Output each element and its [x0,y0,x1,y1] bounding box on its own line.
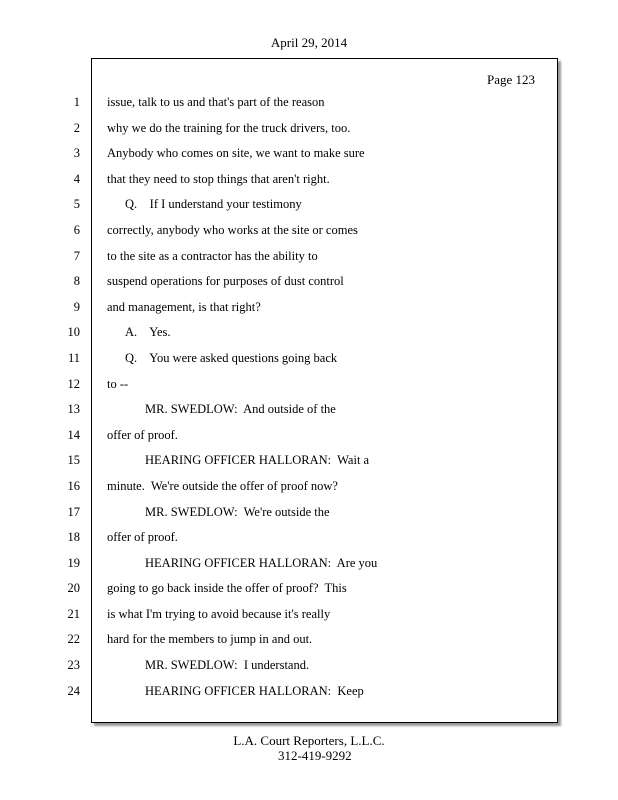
line-number: 18 [67,530,80,545]
line-number: 14 [67,427,80,442]
transcript-line: Q. You were asked questions going back [125,350,338,365]
line-number: 6 [73,222,80,237]
line-number: 5 [73,197,80,212]
line-number: 10 [67,325,80,340]
line-number: 15 [67,453,80,468]
line-number: 24 [67,683,80,698]
line-number: 19 [67,555,80,570]
page-number: Page 123 [486,72,535,87]
line-number: 13 [67,402,80,417]
line-number: 2 [73,120,80,135]
transcript-line: MR. SWEDLOW: We're outside the [145,504,330,519]
line-number: 23 [67,658,80,673]
line-number: 16 [67,478,80,493]
transcript-line: HEARING OFFICER HALLORAN: Are you [145,555,378,570]
transcript-line: suspend operations for purposes of dust control [107,274,344,289]
transcript-line: correctly, anybody who works at the site or comes [107,222,358,237]
transcript-line: issue, talk to us and that's part of the reason [107,95,325,109]
line-number: 9 [73,299,80,314]
line-number: 22 [67,632,80,647]
line-number-column [40,94,80,708]
line-number: 3 [73,146,80,161]
transcript-line: Anybody who comes on site, we want to make sure [107,146,365,161]
transcript-line: HEARING OFFICER HALLORAN: Keep [145,683,364,698]
transcript-line: why we do the training for the truck drivers, too. [107,120,351,135]
line-number: 7 [73,248,80,263]
transcript-line: hard for the members to jump in and out. [107,632,313,647]
transcript-line: MR. SWEDLOW: And outside of the [145,402,336,417]
line-number: 17 [67,504,80,519]
line-number: 11 [67,350,80,365]
line-number: 1 [73,95,80,109]
transcript-line: going to go back inside the offer of proof? This [107,581,347,596]
line-number: 12 [67,376,80,391]
line-number: 4 [73,171,80,186]
transcript-line: A. Yes. [125,325,171,340]
line-number: 21 [67,606,80,621]
transcript-text-column [107,94,547,708]
transcript-line: MR. SWEDLOW: I understand. [145,658,310,673]
transcript-line: offer of proof. [107,530,178,545]
transcript-line: to the site as a contractor has the ability to [107,248,318,263]
transcript-line: minute. We're outside the offer of proof now? [107,478,338,493]
transcript-line: Q. If I understand your testimony [125,197,302,212]
court-reporter-phone: 312-419-9292 [278,748,352,763]
transcript-line: offer of proof. [107,427,178,442]
transcript-line: to -- [107,376,129,391]
transcript-line: that they need to stop things that aren't right. [107,171,330,186]
court-reporter-firm: L.A. Court Reporters, L.L.C. [233,733,385,748]
transcript-date: April 29, 2014 [270,35,348,50]
transcript-line: and management, is that right? [107,299,261,314]
transcript-line: HEARING OFFICER HALLORAN: Wait a [145,453,370,468]
line-number: 8 [73,274,80,289]
transcript-line: is what I'm trying to avoid because it's really [107,606,331,621]
line-number: 20 [67,581,80,596]
